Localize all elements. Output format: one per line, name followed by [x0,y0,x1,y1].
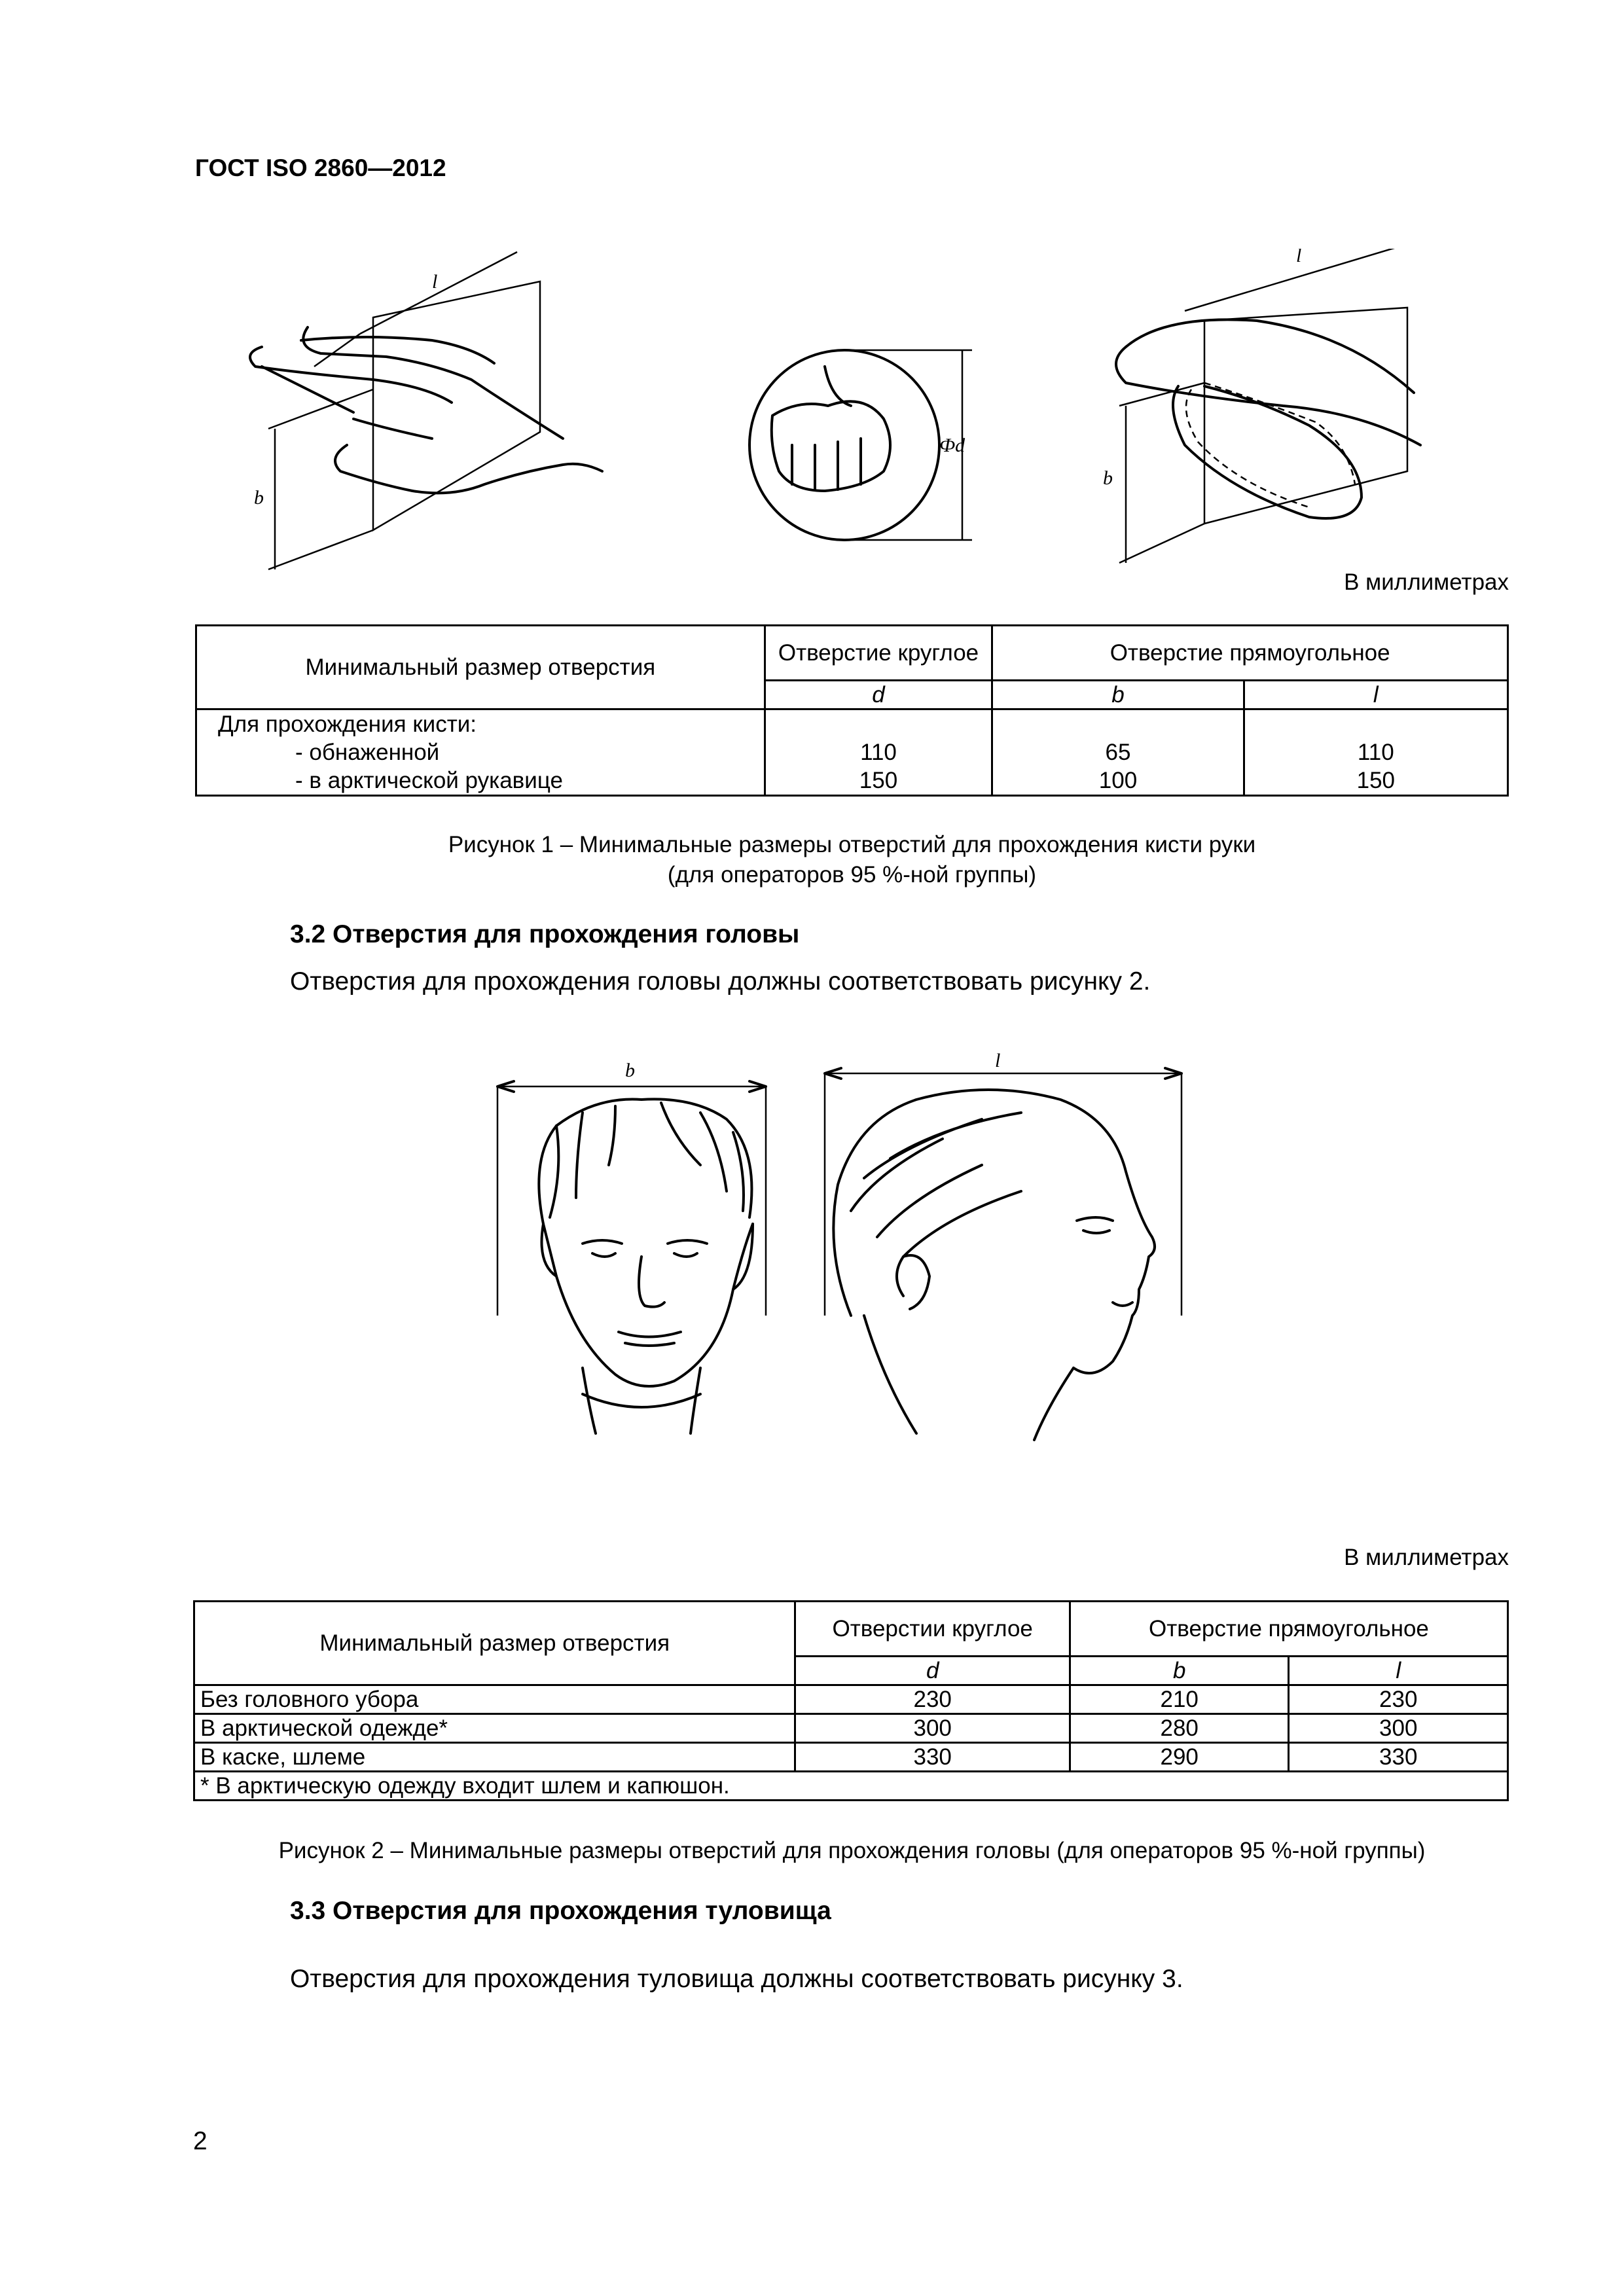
table1-row2-d: 150 [859,768,898,793]
figure1-unit-note: В миллиметрах [1344,569,1509,595]
table2-rect-header: Отверстие прямоугольное [1070,1602,1507,1657]
table1-l-values [1244,709,1507,796]
table2-row2-d: 300 [795,1714,1070,1743]
table1-row1-b: 65 [1105,740,1131,765]
figure1-caption-line1: Рисунок 1 – Минимальные размеры отверстий для прохождения кисти руки [448,832,1256,857]
table2-col-header: Минимальный размер отверстия [194,1602,795,1685]
table2-row3-d: 330 [795,1743,1070,1772]
figure1-illustration [236,249,1479,589]
table-row [194,1685,1508,1714]
dim-b-label-head: b [625,1060,635,1081]
table-row [194,1743,1508,1772]
table1-rect-header: Отверстие прямоугольное [992,626,1508,681]
table2-row3-l: 330 [1289,1743,1508,1772]
table2-sub-d: d [795,1657,1070,1685]
table1-row1-l: 110 [1357,740,1394,765]
table1-row2-label: - в арктической рукавице [295,768,563,793]
table2-row1-label: Без головного убора [194,1685,795,1714]
figure1-caption-line2: (для операторов 95 %-ной группы) [667,862,1037,888]
table2-row3-label: В каске, шлеме [194,1743,795,1772]
dim-b-label-1: b [254,487,264,509]
section-3-2-heading: 3.2 Отверстия для прохождения головы [290,920,800,948]
mitten-hand-drawing [1116,249,1420,563]
head-front-drawing [539,1099,753,1433]
dim-b-label-2: b [1103,467,1113,489]
table1-round-header: Отверстие круглое [765,626,992,681]
table1-row2-l: 150 [1356,768,1396,793]
table1-row1-label: - обнаженной [295,740,440,765]
table2-row2-l: 300 [1289,1714,1508,1743]
table1-d-values [765,709,992,796]
section-3-3-heading: 3.3 Отверстия для прохождения туловища [290,1897,831,1925]
table1-col-header: Минимальный размер отверстия [196,626,765,709]
dim-l-label-1: l [432,271,438,293]
table1-row2-b: 100 [1098,768,1138,793]
page-number: 2 [193,2127,208,2155]
section-3-2-text: Отверстия для прохождения головы должны соответствовать рисунку 2. [290,967,1151,996]
table2-sub-b: b [1070,1657,1289,1685]
table2-row2-label: В арктической одежде* [194,1714,795,1743]
table1-sub-b: b [992,681,1244,709]
section-3-3-text: Отверстия для прохождения туловища должны соответствовать рисунку 3. [290,1965,1183,1993]
table2-round-header: Отверстии круглое [795,1602,1070,1657]
document-header: ГОСТ ISO 2860—2012 [195,154,446,181]
table2-row1-l: 230 [1289,1685,1508,1714]
table1-sub-l: l [1244,681,1507,709]
table2-row2-b: 280 [1070,1714,1289,1743]
figure1-caption [195,830,1509,890]
table1-row-labels [196,709,765,796]
dim-l-label-2: l [1296,249,1302,266]
fist-in-circle-drawing [749,350,972,540]
table2-footnote: * В арктическую одежду входит шлем и капюшон. [194,1772,1508,1801]
table2-sub-l: l [1289,1657,1508,1685]
table1-row1-d: 110 [860,740,897,765]
table1-group-label: Для прохождения кисти: [218,711,477,737]
figure2-caption: Рисунок 2 – Минимальные размеры отверстий для прохождения головы (для операторов 95 %-ной группы) [278,1838,1426,1863]
figure1-table [195,624,1509,797]
dim-l-label-head: l [995,1050,1001,1071]
head-side-drawing [833,1090,1155,1440]
figure2-table [193,1600,1509,1801]
table1-sub-d: d [765,681,992,709]
table2-row1-b: 210 [1070,1685,1289,1714]
table1-b-values [992,709,1244,796]
figure2-illustration [484,1041,1204,1538]
flat-hand-drawing [250,252,602,569]
table-row [194,1714,1508,1743]
table2-row3-b: 290 [1070,1743,1289,1772]
figure2-unit-note: В миллиметрах [1344,1545,1509,1570]
dim-d-label: Фd [939,435,965,456]
table2-row1-d: 230 [795,1685,1070,1714]
